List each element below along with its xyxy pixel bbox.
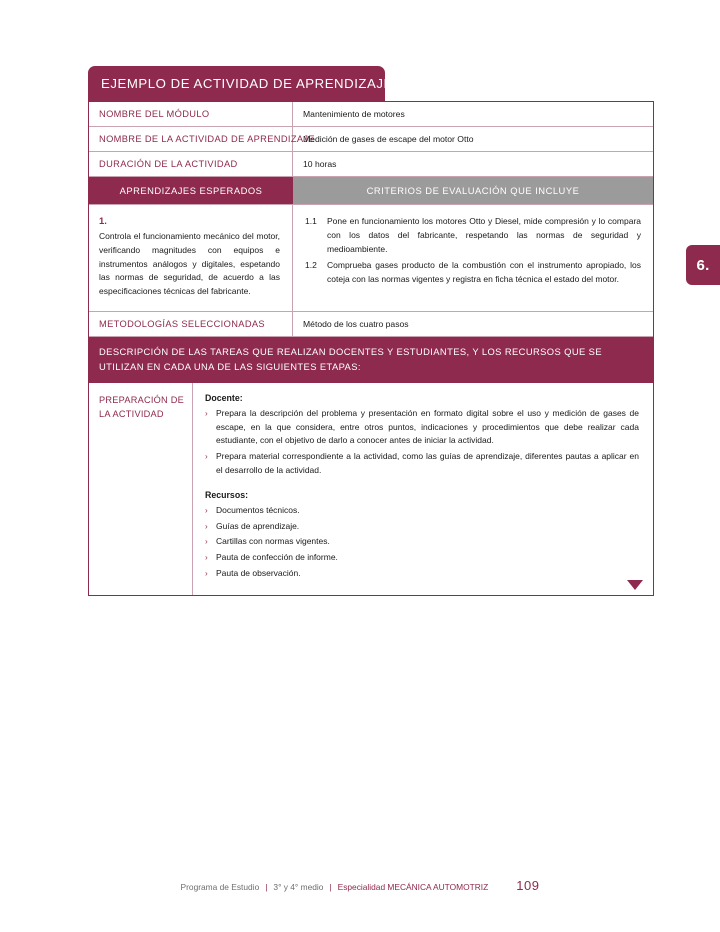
outcomes-criteria-row bbox=[89, 205, 653, 312]
stage-label: PREPARACIÓN DE LA ACTIVIDAD bbox=[99, 394, 185, 420]
chapter-tab bbox=[686, 245, 720, 285]
methodology-label: METODOLOGÍAS SELECCIONADAS bbox=[99, 318, 265, 329]
stage-cell bbox=[89, 383, 193, 595]
chapter-tab-label: 6. bbox=[696, 256, 710, 274]
criterion-text: Pone en funcionamiento los motores Otto y Diesel, mide compresión y lo compara con los datos del fabricante, respetando las normas de seguridad y medioambiente. bbox=[327, 216, 641, 254]
learning-outcome-cell bbox=[89, 205, 293, 311]
criterion-number: 1.2 bbox=[305, 260, 317, 271]
continues-below-triangle-icon bbox=[627, 580, 643, 590]
docente-heading: Docente: bbox=[205, 392, 243, 403]
list-item bbox=[205, 407, 639, 448]
info-label-cell bbox=[89, 152, 293, 176]
info-value-cell bbox=[293, 152, 653, 176]
tasks-row bbox=[89, 383, 653, 595]
table-row bbox=[89, 127, 653, 152]
duration-value: 10 horas bbox=[303, 159, 337, 169]
methodology-label-cell bbox=[89, 312, 293, 336]
table-row bbox=[89, 102, 653, 127]
tasks-description-banner: DESCRIPCIÓN DE LAS TAREAS QUE REALIZAN DOCENTES Y ESTUDIANTES, Y LOS RECURSOS QUE SE UTILIZAN EN CADA UNA DE LAS SIGUIENTES ETAPAS: bbox=[89, 337, 653, 383]
methodology-value-cell bbox=[293, 312, 653, 336]
list-item bbox=[205, 567, 639, 581]
page-title: EJEMPLO DE ACTIVIDAD DE APRENDIZAJE bbox=[101, 76, 393, 91]
criterion-text: Comprueba gases producto de la combustión con el instrumento apropiado, los coteja con las normas vigentes y registra en ficha técnica el estado del motor. bbox=[327, 260, 641, 285]
list-item-text: Prepara material correspondiente a la actividad, como las guías de aprendizaje, diferentes pautas a aplicar en el desarrollo de la actividad. bbox=[216, 451, 639, 475]
module-name-label: NOMBRE DEL MÓDULO bbox=[99, 109, 210, 119]
chevron-right-icon: › bbox=[205, 505, 208, 515]
recursos-heading: Recursos: bbox=[205, 489, 249, 500]
footer-specialty: Especialidad MECÁNICA AUTOMOTRIZ bbox=[337, 882, 489, 892]
module-name-value: Mantenimiento de motores bbox=[303, 109, 405, 119]
activity-table bbox=[88, 101, 654, 596]
criterion-item bbox=[305, 215, 641, 256]
tasks-content-cell bbox=[193, 383, 653, 595]
list-item-text: Pauta de confección de informe. bbox=[216, 552, 338, 563]
list-item bbox=[205, 504, 639, 518]
chevron-right-icon: › bbox=[205, 452, 208, 462]
list-item bbox=[205, 520, 639, 534]
page-footer bbox=[0, 878, 720, 893]
chevron-right-icon: › bbox=[205, 537, 208, 547]
criterion-item bbox=[305, 259, 641, 287]
methodology-row bbox=[89, 312, 653, 337]
info-label-cell bbox=[89, 127, 315, 151]
duration-label: DURACIÓN DE LA ACTIVIDAD bbox=[99, 159, 238, 169]
footer-separator: | bbox=[329, 882, 332, 892]
activity-name-value: Medición de gases de escape del motor Otto bbox=[303, 134, 474, 144]
footer-program: Programa de Estudio bbox=[180, 882, 260, 892]
footer-separator: | bbox=[265, 882, 268, 892]
evaluation-criteria-cell bbox=[293, 205, 653, 311]
list-item bbox=[205, 551, 639, 565]
section-header-row bbox=[89, 177, 653, 205]
chevron-right-icon: › bbox=[205, 568, 208, 578]
info-label-cell bbox=[89, 102, 293, 126]
activity-title-banner bbox=[88, 66, 393, 101]
list-item-text: Prepara la descripción del problema y presentación en formato digital sobre el uso y medición de gases de escape, en la que considera, entre otros puntos, indicaciones y procedimientos que debe realizar cada estudiante, con el objetivo de darlo a conocer antes de iniciar la actividad. bbox=[216, 407, 639, 446]
chevron-right-icon: › bbox=[205, 408, 208, 418]
evaluation-criteria-header: CRITERIOS DE EVALUACIÓN QUE INCLUYE bbox=[293, 177, 653, 204]
page-number: 109 bbox=[516, 878, 540, 893]
table-row bbox=[89, 152, 653, 177]
learning-outcome-text: Controla el funcionamiento mecánico del motor, verificando magnitudes con equipos e instrumentos análogos y digitales, espetando las normas de seguridad, de acuerdo a las especificaciones técnicas del fabricante. bbox=[99, 231, 280, 297]
list-item bbox=[205, 535, 639, 549]
chevron-right-icon: › bbox=[205, 521, 208, 531]
list-item-text: Documentos técnicos. bbox=[216, 504, 300, 515]
activity-name-label: NOMBRE DE LA ACTIVIDAD DE APRENDIZAJE bbox=[99, 134, 315, 144]
footer-level: 3° y 4° medio bbox=[273, 882, 324, 892]
learning-outcome-number: 1. bbox=[99, 215, 107, 226]
criterion-number: 1.1 bbox=[305, 216, 317, 226]
methodology-value: Método de los cuatro pasos bbox=[303, 318, 409, 329]
list-item bbox=[205, 450, 639, 478]
learning-outcomes-header: APRENDIZAJES ESPERADOS bbox=[89, 177, 293, 204]
info-value-cell bbox=[293, 102, 653, 126]
list-item-text: Pauta de observación. bbox=[216, 567, 301, 578]
chevron-right-icon: › bbox=[205, 553, 208, 563]
list-item-text: Cartillas con normas vigentes. bbox=[216, 536, 330, 547]
list-item-text: Guías de aprendizaje. bbox=[216, 520, 300, 531]
info-value-cell bbox=[293, 127, 653, 151]
